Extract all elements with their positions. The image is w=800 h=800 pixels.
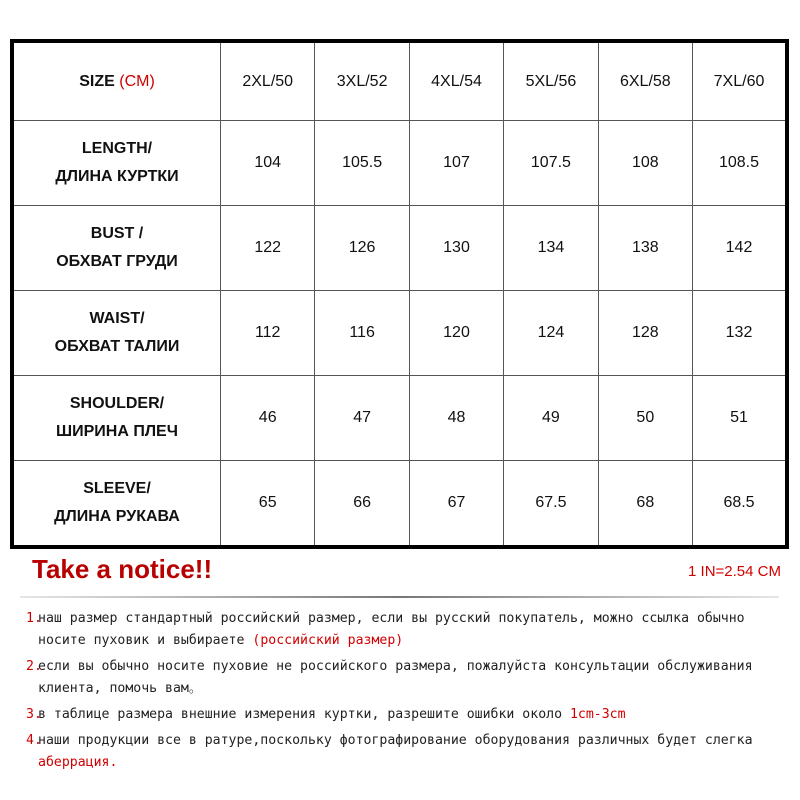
measurement-cell: 126 <box>315 206 409 291</box>
row-label <box>12 461 221 548</box>
size-unit: (CM) <box>119 72 155 90</box>
row-label-ru: ШИРИНА ПЛЕЧ <box>56 423 178 440</box>
row-label-en: WAIST/ <box>89 310 145 327</box>
note-body-text: в таблице размера внешние измерения куртки, разрешите ошибки около <box>38 707 570 722</box>
measurement-cell: 65 <box>221 461 315 548</box>
note-body-text: наш размер стандартный российский размер, если вы русский покупатель, можно ссылка обычно носите пуховик и выбираете <box>38 611 745 648</box>
row-label-ru: ДЛИНА РУКАВА <box>54 508 180 525</box>
measurement-cell: 46 <box>221 376 315 461</box>
measurement-cell: 50 <box>598 376 692 461</box>
list-item <box>26 730 786 774</box>
row-label-ru: ОБХВАТ ГРУДИ <box>56 253 178 270</box>
measurement-cell: 108 <box>598 121 692 206</box>
row-label <box>12 206 221 291</box>
size-column-header: 5XL/56 <box>504 41 598 121</box>
note-number: 1. <box>26 611 42 626</box>
table-row-length <box>12 121 787 206</box>
row-label <box>12 291 221 376</box>
note-number: 4. <box>26 733 42 748</box>
measurement-cell: 48 <box>409 376 503 461</box>
measurement-cell: 108.5 <box>693 121 787 206</box>
notice-title: Take a notice!! <box>32 554 213 584</box>
note-body-text: если вы обычно носите пуховие не российского размера, пожалуйста консультации обслуживания клиента, помочь вам。 <box>38 659 753 696</box>
notice-header <box>10 548 789 598</box>
note-text <box>38 608 786 652</box>
size-header-cell <box>12 41 221 121</box>
note-number: 2. <box>26 659 42 674</box>
note-highlight: 1cm-3cm <box>569 707 626 722</box>
measurement-cell: 112 <box>221 291 315 376</box>
measurement-cell: 142 <box>693 206 787 291</box>
table-row-waist <box>12 291 787 376</box>
list-item <box>26 656 786 700</box>
measurement-cell: 124 <box>504 291 598 376</box>
table-row-bust <box>12 206 787 291</box>
measurement-cell: 132 <box>693 291 787 376</box>
row-label <box>12 376 221 461</box>
size-column-header: 3XL/52 <box>315 41 409 121</box>
note-highlight: аберрация. <box>38 755 118 770</box>
measurement-cell: 66 <box>315 461 409 548</box>
row-label-en: BUST / <box>90 225 144 242</box>
divider-line <box>20 596 779 598</box>
measurement-cell: 128 <box>598 291 692 376</box>
measurement-cell: 107.5 <box>504 121 598 206</box>
measurement-cell: 47 <box>315 376 409 461</box>
measurement-cell: 120 <box>409 291 503 376</box>
size-label: SIZE <box>79 72 115 90</box>
measurement-cell: 134 <box>504 206 598 291</box>
measurement-cell: 122 <box>221 206 315 291</box>
measurement-cell: 107 <box>409 121 503 206</box>
list-item <box>26 608 786 652</box>
row-label <box>12 121 221 206</box>
measurement-cell: 68.5 <box>693 461 787 548</box>
measurement-cell: 51 <box>693 376 787 461</box>
row-label-en: LENGTH/ <box>81 140 153 157</box>
size-chart-table <box>10 39 789 549</box>
measurement-cell: 138 <box>598 206 692 291</box>
measurement-cell: 68 <box>598 461 692 548</box>
note-text <box>38 656 786 700</box>
row-label-ru: ОБХВАТ ТАЛИИ <box>54 338 180 355</box>
table-row-sleeve <box>12 461 787 548</box>
size-header-row <box>12 41 787 121</box>
row-label-ru: ДЛИНА КУРТКИ <box>55 168 179 185</box>
measurement-cell: 105.5 <box>315 121 409 206</box>
note-body-text: наши продукции все в ратуре,поскольку фотографирование оборудования различных будет слегка <box>38 733 753 748</box>
table-row-shoulder <box>12 376 787 461</box>
note-highlight: (российский размер) <box>252 633 404 648</box>
list-item <box>26 704 786 726</box>
measurement-cell: 67 <box>409 461 503 548</box>
size-column-header: 7XL/60 <box>693 41 787 121</box>
inch-conversion: 1 IN=2.54 CM <box>688 563 781 580</box>
measurement-cell: 67.5 <box>504 461 598 548</box>
measurement-cell: 116 <box>315 291 409 376</box>
size-column-header: 4XL/54 <box>409 41 503 121</box>
row-label-en: SLEEVE/ <box>83 480 151 497</box>
size-column-header: 2XL/50 <box>221 41 315 121</box>
measurement-cell: 49 <box>504 376 598 461</box>
note-number: 3. <box>26 707 42 722</box>
size-column-header: 6XL/58 <box>598 41 692 121</box>
note-text <box>38 704 786 726</box>
measurement-cell: 104 <box>221 121 315 206</box>
measurement-cell: 130 <box>409 206 503 291</box>
row-label-en: SHOULDER/ <box>69 395 165 412</box>
notes-list <box>26 608 786 778</box>
note-text <box>38 730 786 774</box>
